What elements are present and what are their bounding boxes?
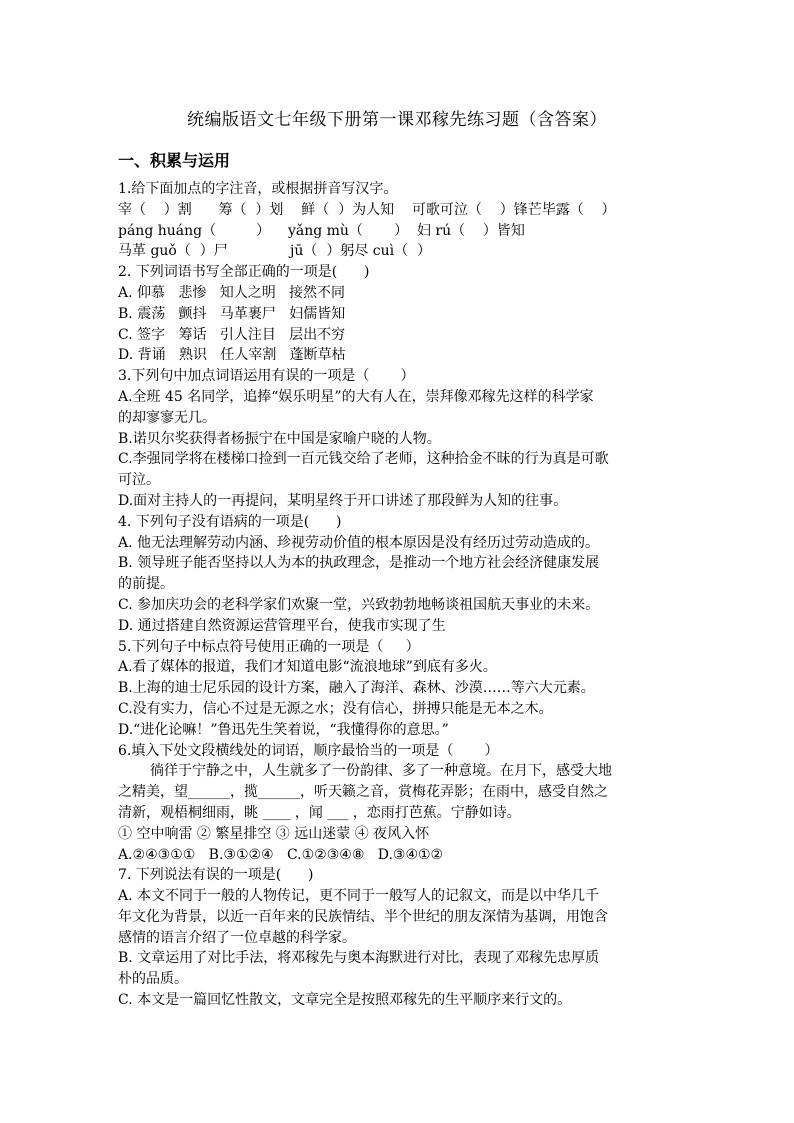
text-line: B. 领导班子能否坚持以人为本的执政理念，是推动一个地方社会经济健康发展 xyxy=(118,555,600,572)
text-line: 宰（ ）割 筹（ ）划 鲜（ ）为人知 可歌可泣（ ）锋芒毕露（ ） xyxy=(118,201,616,218)
text-line: 7. 下列说法有误的一项是( ) xyxy=(118,867,314,884)
text-line: 4. 下列句子没有语病的一项是( ) xyxy=(118,513,342,530)
text-line: 3.下列句中加点词语运用有误的一项是（ ） xyxy=(118,368,415,385)
text-line: A. 仰慕 悲惨 知人之明 接然不同 xyxy=(118,284,346,301)
text-line: 朴的品质。 xyxy=(118,971,188,988)
text-line: 6.填入下处文段横线处的词语，顺序最恰当的一项是（ ） xyxy=(118,742,499,759)
text-line: B. 文章运用了对比手法，将邓稼先与奥本海默进行对比，表现了邓稼先忠厚质 xyxy=(118,950,600,967)
text-line: 清新，观梧桐细雨，眺 ____ ，闻 ___ ，恋雨打芭蕉。宁静如诗。 xyxy=(118,804,521,821)
text-line: 的却寥寥无几。 xyxy=(118,409,216,426)
text-line: 之精美，望______，揽______，听天籁之音，赏梅花弄影；在雨中，感受自然之 xyxy=(118,784,608,801)
text-line: B. 震荡 颤抖 马革裹尸 妇儒皆知 xyxy=(118,305,346,322)
text-line: C.李强同学将在楼梯口捡到一百元钱交给了老师，这种拾金不昧的行为真是可歌 xyxy=(118,451,609,468)
text-line: páng huáng（ ） yǎng mù（ ） 妇 rú（ ）皆知 xyxy=(118,222,525,239)
text-line: 2. 下列词语书写全部正确的一项是( ) xyxy=(118,264,370,281)
text-line: 马革 guǒ（ ）尸 jū（ ）躬尽 cuì（ ） xyxy=(118,243,432,260)
text-line: C. 签字 筹话 引人注目 层出不穷 xyxy=(118,326,346,343)
text-line: A.看了媒体的报道，我们才知道电影“流浪地球”到底有多火。 xyxy=(118,659,497,676)
text-line: C. 本文是一篇回忆性散文，文章完全是按照邓稼先的生平顺序来行文的。 xyxy=(118,992,572,1009)
text-line: C. 参加庆功会的老科学家们欢聚一堂，兴致勃勃地畅谈祖国航天事业的未来。 xyxy=(118,596,600,613)
text-line: 感情的语言介绍了一位卓越的科学家。 xyxy=(118,929,356,946)
text-line: D. 通过搭建自然资源运营管理平台，使我市实现了生 xyxy=(118,617,446,634)
text-line: 的前提。 xyxy=(118,576,174,593)
text-line: B.上海的迪士尼乐园的设计方案，融入了海洋、森林、沙漠……等六大元素。 xyxy=(118,680,595,697)
text-line: ① 空中响雷 ② 繁星排空 ③ 远山迷蒙 ④ 夜风入怀 xyxy=(118,825,430,842)
text-line: A.全班 45 名同学，追捧“娱乐明星”的大有人在，崇拜像邓稼先这样的科学家 xyxy=(118,388,594,405)
text-line: B.诺贝尔奖获得者杨振宁在中国是家喻户晓的人物。 xyxy=(118,430,441,447)
text-line: D.面对主持人的一再提问，某明星终于开口讲述了那段鲜为人知的往事。 xyxy=(118,492,568,509)
page-title: 统编版语文七年级下册第一课邓稼先练习题（含答案） xyxy=(187,110,607,130)
text-line: 年文化为背景，以近一百年来的民族情结、半个世纪的朋友深情为基调，用饱含 xyxy=(118,908,608,925)
text-line: D.“进化论嘛！”鲁迅先生笑着说，“我懂得你的意思。” xyxy=(118,721,449,738)
text-line: C.没有实力，信心不过是无源之水；没有信心，拼搏只能是无本之木。 xyxy=(118,700,553,717)
text-line: A.②④③①① B.③①②④ C.①②③④⑧ D.③④①② xyxy=(118,846,444,863)
document-body xyxy=(118,179,678,1011)
text-line: 可泣。 xyxy=(118,472,160,489)
text-line: 5.下列句子中标点符号使用正确的一项是（ ） xyxy=(118,638,420,655)
text-line: A. 他无法理解劳动内涵、珍视劳动价值的根本原因是没有经历过劳动造成的。 xyxy=(118,534,600,551)
text-line: 徜徉于宁静之中，人生就多了一份韵律、多了一种意境。在月下，感受大地 xyxy=(150,763,612,780)
text-line: D. 背诵 熟识 任人宰割 蓬断草枯 xyxy=(118,347,346,364)
text-line: A. 本文不同于一般的人物传记，更不同于一般写人的记叙文，而是以中华几千 xyxy=(118,888,600,905)
text-line: 1.给下面加点的字注音，或根据拼音写汉字。 xyxy=(118,181,398,197)
section-heading: 一、积累与运用 xyxy=(118,151,231,170)
